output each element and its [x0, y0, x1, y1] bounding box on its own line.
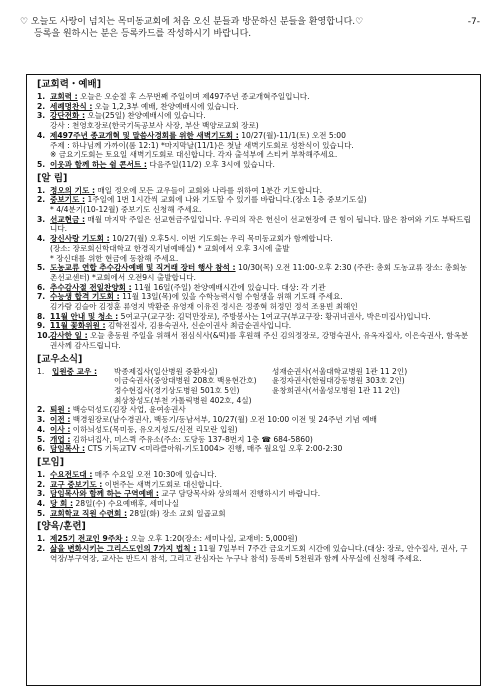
notices-section — [37, 173, 474, 351]
section-title: [교회력・예배] — [37, 79, 102, 90]
list-item: 1. 제25기 전교인 9주차 : 오늘 오후 1:20(장소: 세미나실, 교재비: 5,000원) — [37, 534, 298, 544]
section-title: [교우소식] — [37, 353, 83, 365]
list-item: 5. 이웃과 함께 하는 쉼 콘서트 : 다음주일(11/2) 오후 3시에 있습니다. — [37, 159, 275, 169]
list-item: 4. 당 회 : 28일(수) 수요예배후, 세미나실 — [37, 499, 179, 509]
list-item: 3. 이전 : 백경원장로(남수경권사, 백동기/동남서부, 10/27(월) 오전 10:00 이전 및 24주년 기념 예배 — [37, 415, 377, 425]
meetings-section — [37, 457, 474, 519]
members-news-section — [37, 354, 474, 454]
list-item: 2. 교구 중보기도 : 이번주는 새벽기도회로 대신합니다. — [37, 479, 223, 489]
members-news-list: 1. 입원중 교우 : 박종제집사(일산병원 중환자실) 성재순권사(서울대학교병원 1관 11 2인) 이금숙권사(중앙대병원 208호 백용현간호) 윤정자권사(한림대강동병원 303호 2인) 정수현집사(경기상도병원 501호 5인) 윤창희권사(서울성모병원 1관 11 2인) 최상창성도(부천 가톨릭병원 402호, 4실) — [37, 366, 408, 405]
list-item: 10. 감사한 일 : 오늘 총동원 주일을 위해서 점심식사(&떡)를 후원해 주신 김의정장로, 강명숙권사, 유옥자집사, 이은숙권사, 함옥분권사께 감사드립니다. — [37, 331, 469, 350]
list-item: 7. 수능생 합격 기도회 : 11월 13일(목)에 있을 수학능력시험 수험생을 위해 기도해 주세요. — [37, 292, 343, 302]
registration-message: 등록을 원하시는 분은 등록카드를 작성하시기 바랍니다. — [34, 29, 252, 39]
list-item: 3. 강단전화 : 오늘(25일) 찬양예배시에 있습니다. — [37, 111, 206, 121]
list-item: 8. 11월 안내 및 청소 : 5여교구(교구장: 김덕만장로), 주방봉사는 1여교구(부교구장: 황귀녀권사, 박은미집사)입니다. — [37, 311, 431, 321]
list-item-detail: (장소: 장로회신학대학교 한경직기념예배실) * 교회에서 오후 3시에 출발 — [50, 243, 290, 253]
welcome-message: ♡ 오늘도 사랑이 넘치는 목미동교회에 처음 오신 분들과 방문하신 분들을 환영합니다.♡ — [20, 17, 364, 27]
list-item: 4. 제497주년 종교개혁 및 말씀사경회를 위한 새벽기도회 : 10/27(월)-11/1(토) 오전 5:00 — [37, 130, 346, 140]
list-item: 2. 세례명찬식 : 오늘 1,2,3부 예배, 찬양예배시에 있습니다. — [37, 101, 239, 111]
list-item: 3. 담임목사와 함께 하는 구역예배 : 교구 담당목사와 상의해서 진행하시기 바랍니다. — [37, 489, 321, 499]
list-item: 6. 담임목사 : CTS 기독교TV <미라클아워-기도1004> 진행, 매주 월요일 오후 2:00-2:30 — [37, 444, 343, 454]
church-worship-section — [37, 79, 474, 170]
list-item: 2. 중보기도 : 1주일에 1번 1시간씩 교회에 나와 기도할 수 있기를 바랍니다.(장소 1층 중보기도실) — [37, 195, 367, 205]
list-item: 9. 11월 꽃화위원 : 김학전집사, 김용숙권사, 신순이권사 최금순권사입니다. — [37, 321, 292, 331]
list-item: 6. 추수감사절 전일찬양회 : 11월 16일(주일) 찬양예배시간에 있습니다. 대상: 각 기관 — [37, 282, 326, 292]
list-item-detail: 주제 : 하나님께 가까이(롬 12:1) *마지막날(11/1)은 첫날 새벽기도회로 성찬식이 있습니다. — [50, 140, 354, 150]
list-item: 1. 정오의 기도 : 매일 정오에 모든 교우들이 교회와 나라를 위하여 1분간 기도합니다. — [37, 185, 323, 195]
list-item-detail: ※ 금요기도회는 토요일 새벽기도회로 대신합니다. 각자 출석부에 스티커 부착해주세요. — [50, 150, 338, 160]
list-item: 3. 선교현금 : 매월 마지막 주일은 선교현금주일입니다. 우리의 작은 헌신이 선교현장에 큰 힘이 됩니다. 많은 참여와 기도 부탁드립니다. — [37, 214, 471, 234]
list-item-detail: * 4/4분기(10-12월) 중보기도 신청해 주세요. — [50, 205, 202, 215]
list-item: 5. 개업 : 김하녀집사, 미스퀵 주유소(주소: 도당동 137-8번지 1층 ☎ 684-5860) — [37, 434, 313, 444]
list-item: 5. 도농교류 연합 추수감사예배 및 직거래 장터 행사 참석 : 10/30(목) 오전 11:00-오후 2:30 (주관: 총회 도농교류 장소: 총회농촌선교센터) *교회에서 오전9시 출발합니다. — [37, 263, 467, 282]
section-title: [알 림] — [37, 172, 68, 184]
list-item: 2. 삶을 변화시키는 그리스도인의 7가지 법칙 : 11월 7일부터 7주간 금요기도회 시간에 있습니다.(대상: 장로, 안수집사, 권사, 구역장/부구역장, 교사는 반드시 참석, 그리고 관심자는 누구나 참석) 등록비 5천원과 함께 사무실에 신청해 주세요. — [37, 544, 468, 563]
list-item: 4. 장신사랑 기도회 : 10/27(월) 오후5시. 이번 기도회는 우리 목미동교회가 함께합니다. — [37, 234, 333, 244]
list-item: 1. 교회력 : 오늘은 오순절 후 스무번째 주일이며 제497주년 종교개혁주일입니다. — [37, 92, 310, 101]
list-item-detail: 김가람 김슬아 김정훈 류영지 박환준 유영재 이유진 정시은 정종혁 허정민 정석 조용빈 최해인 — [50, 302, 358, 312]
education-section — [37, 521, 474, 563]
list-item: 1. 수요전도대 : 매주 수요일 오전 10:30에 있습니다. — [37, 469, 217, 479]
list-item-detail: * 장신대를 위한 현금에 동참해 주세요. — [50, 253, 179, 263]
section-title: [양육/훈련] — [37, 521, 86, 533]
page-header — [20, 16, 480, 40]
list-item: 4. 이사 : 이하늬성도(목미동, 유오지성도/신전 리모란 입원) — [37, 424, 238, 434]
page-number: -7- — [467, 17, 480, 27]
list-item: 2. 퇴원 : 백승덕성도(김장 사업, 윤여송권사 — [37, 405, 186, 415]
section-title: [모임] — [37, 456, 65, 468]
bulletin-announcements-box — [26, 74, 481, 686]
list-item-detail: 강사 : 천영호장로(한국기독공보사 사장, 부산 백양로교회 장로) — [50, 121, 259, 131]
list-item: 5. 교회학교 직원 수련회 : 28일(화) 장소 교회 일곱교회 — [37, 508, 226, 518]
